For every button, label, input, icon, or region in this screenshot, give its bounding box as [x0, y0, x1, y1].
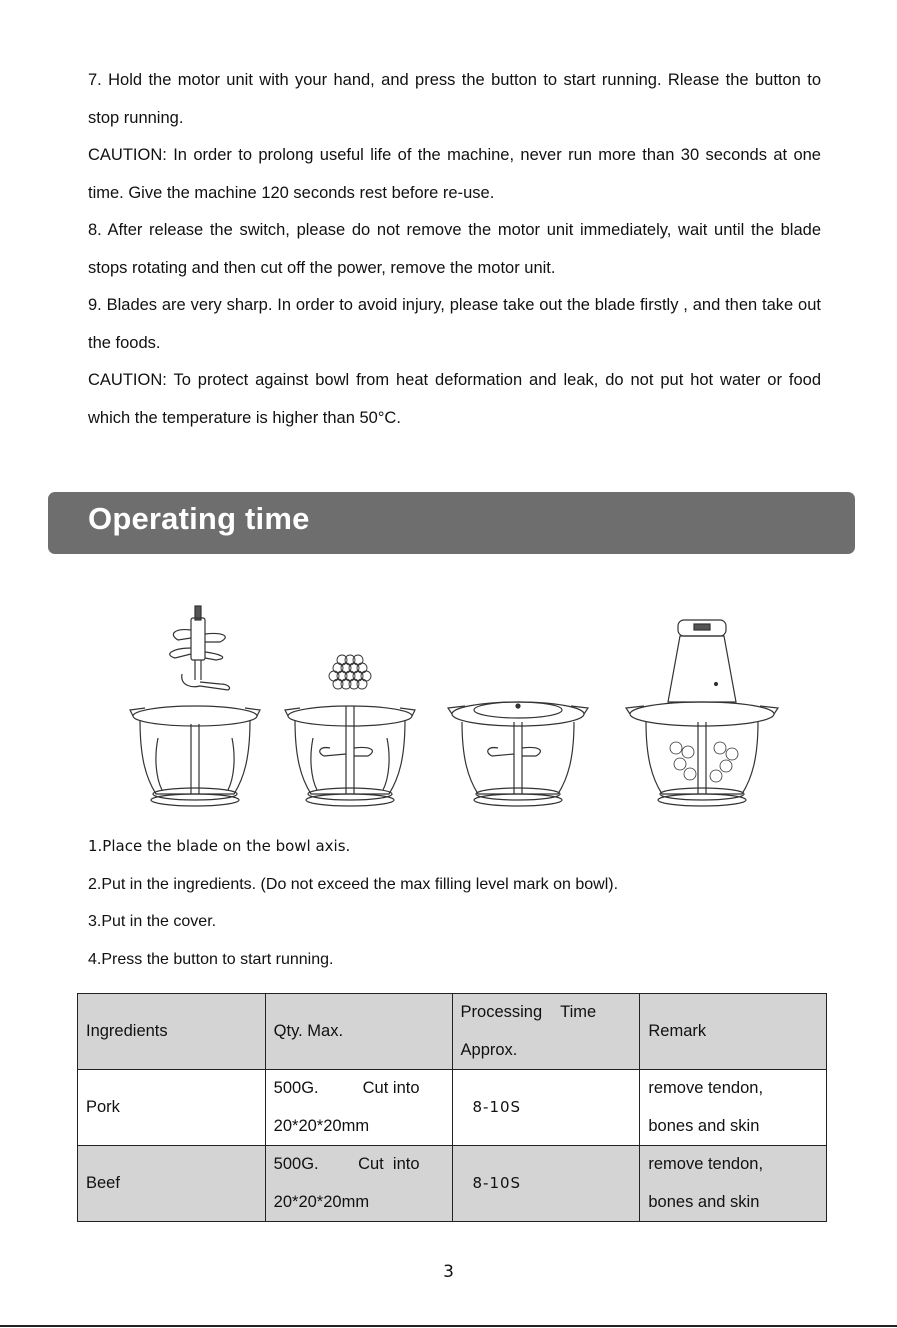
section-title: Operating time — [88, 501, 310, 536]
cell-remark — [640, 1146, 827, 1222]
footer-rule — [0, 1325, 897, 1327]
qty-amount: 500G. — [273, 1155, 319, 1173]
assembly-illustration — [120, 598, 790, 818]
cell-qty — [265, 1070, 452, 1146]
qty-cut: Cut into — [362, 1079, 420, 1097]
operating-steps — [88, 828, 828, 978]
caution-heat: CAUTION: To protect against bowl from heat deformation and leak, do not put hot water or food which the temperature is higher than 50°C. — [88, 371, 821, 427]
cell-remark — [640, 1070, 827, 1146]
step-1: 1.Place the blade on the bowl axis. — [88, 837, 351, 855]
cell-qty — [265, 1146, 452, 1222]
remark-line1: remove tendon, — [648, 1155, 764, 1173]
instruction-9: 9. Blades are very sharp. In order to avoid injury, please take out the blade firstly , and then take out the foods. — [88, 296, 821, 352]
header-time-line1: Processing Time — [460, 1003, 597, 1021]
remark-line2: bones and skin — [648, 1192, 760, 1211]
section-banner — [48, 492, 855, 554]
step-3: 3.Put in the cover. — [88, 913, 217, 930]
qty-cut: Cut into — [358, 1155, 420, 1173]
qty-size: 20*20*20mm — [273, 1116, 370, 1135]
time-value: 8-10S — [472, 1097, 522, 1116]
qty-amount: 500G. — [273, 1079, 319, 1097]
header-time — [452, 994, 640, 1070]
header-remark: Remark — [640, 994, 827, 1070]
page-number: 3 — [443, 1262, 454, 1282]
qty-size: 20*20*20mm — [273, 1192, 370, 1211]
bowl-3-drawing — [448, 702, 588, 806]
remark-line2: bones and skin — [648, 1116, 760, 1135]
header-time-line2: Approx. — [460, 1040, 518, 1059]
time-value: 8-10S — [472, 1173, 522, 1192]
table-row — [78, 1146, 827, 1222]
instruction-8: 8. After release the switch, please do not remove the motor unit immediately, wait until the blade stops rotating and then cut off the power, remove the motor unit. — [88, 221, 821, 277]
ingredients-drawing — [329, 655, 371, 689]
cell-ingredient: Beef — [78, 1146, 266, 1222]
cell-time — [452, 1070, 640, 1146]
header-ingredients: Ingredients — [78, 994, 266, 1070]
step-2: 2.Put in the ingredients. (Do not exceed the max filling level mark on bowl). — [88, 875, 619, 893]
caution-runtime: CAUTION: In order to prolong useful life of the machine, never run more than 30 seconds at one time. Give the machine 120 seconds rest before re-use. — [88, 146, 821, 202]
bowl-2-drawing — [285, 706, 415, 806]
operating-time-table — [77, 993, 827, 1222]
header-qty: Qty. Max. — [265, 994, 452, 1070]
cell-ingredient: Pork — [78, 1070, 266, 1146]
table-row — [78, 1070, 827, 1146]
remark-line1: remove tendon, — [648, 1079, 764, 1097]
table-header-row — [78, 994, 827, 1070]
blade-assembly-drawing — [170, 606, 230, 690]
bowl-1-drawing — [130, 706, 260, 806]
assembled-unit-drawing — [626, 620, 778, 806]
step-4: 4.Press the button to start running. — [88, 950, 334, 968]
cell-time — [452, 1146, 640, 1222]
instruction-7: 7. Hold the motor unit with your hand, and press the button to start running. Rlease the button to stop running. — [88, 71, 821, 127]
